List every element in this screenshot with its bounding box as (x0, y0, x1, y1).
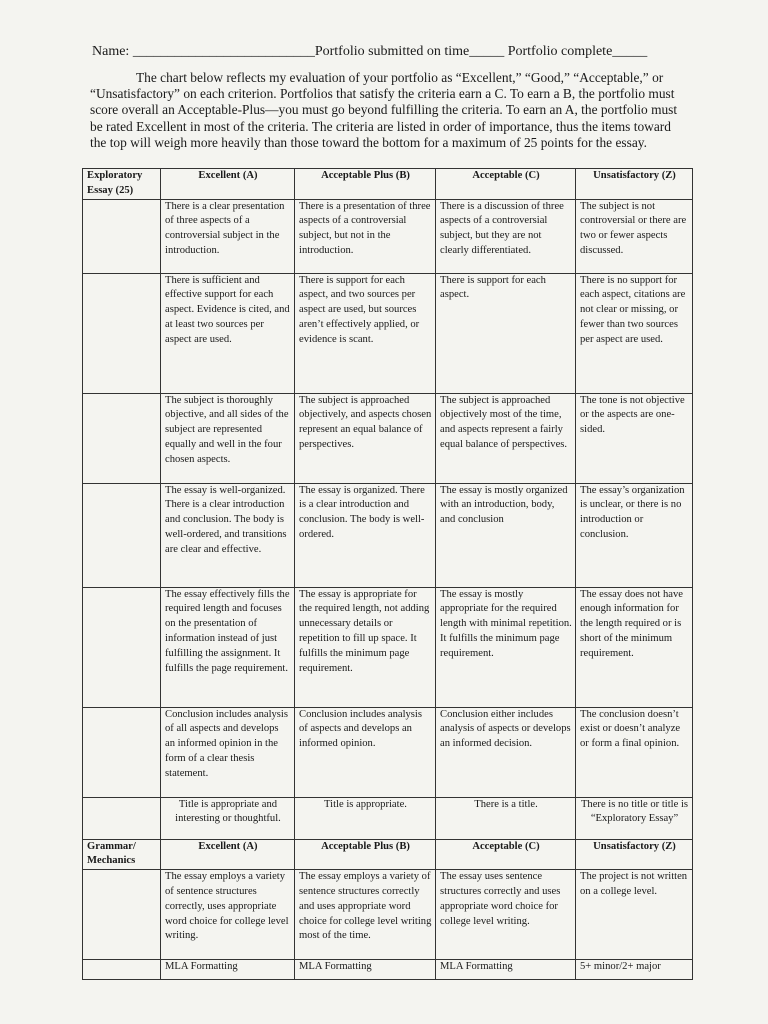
table-row (83, 587, 693, 707)
acceptable-plus-cell: There is a presentation of three aspects of a controversial subject, but not in the introduction. (295, 199, 436, 273)
criterion-cell (83, 273, 161, 393)
excellent-cell: The essay is well-organized. There is a clear introduction and conclusion. The body is well-ordered, and transitions are clear and effective. (161, 483, 295, 587)
unsatisfactory-cell: The subject is not controversial or there are two or fewer aspects discussed. (576, 199, 693, 273)
grammar-header-row (83, 839, 693, 870)
table-row (83, 870, 693, 960)
acceptable-cell: The essay uses sentence structures correctly and uses appropriate word choice for college level writing. (436, 870, 576, 960)
table-row (83, 393, 693, 483)
acceptable-plus-cell: The essay employs a variety of sentence structures correctly and uses appropriate word choice for college level writing most of the time. (295, 870, 436, 960)
mla-row (83, 960, 693, 980)
excellent-header: Excellent (A) (161, 169, 295, 200)
acceptable-cell: There is a discussion of three aspects of a controversial subject, but they are not clearly differentiated. (436, 199, 576, 273)
unsatisfactory-header: Unsatisfactory (Z) (576, 839, 693, 870)
unsatisfactory-cell: The essay’s organization is unclear, or there is no introduction or conclusion. (576, 483, 693, 587)
acceptable-cell: Conclusion either includes analysis of aspects or develops an informed decision. (436, 707, 576, 797)
criterion-cell (83, 483, 161, 587)
criterion-cell (83, 707, 161, 797)
acceptable-cell: The essay is mostly appropriate for the required length with minimal repetition. It fulfills the minimum page requirement. (436, 587, 576, 707)
acceptable-cell: There is a title. (436, 797, 576, 839)
criterion-cell (83, 393, 161, 483)
excellent-cell: MLA Formatting (161, 960, 295, 980)
acceptable-plus-cell: There is support for each aspect, and two sources per aspect are used, but sources aren’t effectively applied, or evidence is scant. (295, 273, 436, 393)
unsatisfactory-cell: There is no title or title is “Exploratory Essay” (576, 797, 693, 839)
acceptable-cell: The essay is mostly organized with an introduction, body, and conclusion (436, 483, 576, 587)
excellent-cell: The essay employs a variety of sentence structures correctly, uses appropriate word choice for college level writing. (161, 870, 295, 960)
acceptable-header: Acceptable (C) (436, 839, 576, 870)
unsatisfactory-cell: 5+ minor/2+ major (576, 960, 693, 980)
table-row (83, 199, 693, 273)
table-row (83, 483, 693, 587)
excellent-cell: The subject is thoroughly objective, and all sides of the subject are represented equally and well in the four chosen aspects. (161, 393, 295, 483)
acceptable-plus-cell: The essay is appropriate for the required length, not adding unnecessary details or repetition to fill up space. It fulfills the minimum page requirement. (295, 587, 436, 707)
unsatisfactory-cell: The essay does not have enough information for the length required or is short of the minimum requirement. (576, 587, 693, 707)
intro-text: The chart below reflects my evaluation of your portfolio as “Excellent,” “Good,” “Acceptable,” or “Unsatisfactory” on each criterion. Portfolios that satisfy the criteria earn a C. To earn a B, the portfolio must score overall an Acceptable-Plus—you must go beyond fulfilling the criteria. To earn an A, the portfolio must be rated Excellent in most of the criteria. The criteria are listed in order of importance, thus the items toward the top will weigh more heavily than those toward the bottom for a maximum of 25 points for the essay. (90, 70, 678, 150)
unsatisfactory-cell: The conclusion doesn’t exist or doesn’t analyze or form a final opinion. (576, 707, 693, 797)
excellent-cell: Title is appropriate and interesting or thoughtful. (161, 797, 295, 839)
unsatisfactory-cell: The tone is not objective or the aspects are one-sided. (576, 393, 693, 483)
acceptable-header: Acceptable (C) (436, 169, 576, 200)
unsatisfactory-cell: There is no support for each aspect, citations are not clear or missing, or fewer than two sources per aspect are used. (576, 273, 693, 393)
acceptable-plus-cell: The subject is approached objectively, and aspects chosen represent an equal balance of perspectives. (295, 393, 436, 483)
criterion-cell (83, 199, 161, 273)
excellent-header: Excellent (A) (161, 839, 295, 870)
unsatisfactory-cell: The project is not written on a college level. (576, 870, 693, 960)
intro-paragraph (90, 70, 690, 151)
name-line: Name: __________________________Portfolio submitted on time_____ Portfolio complete_____ (92, 44, 648, 59)
rubric-table (82, 168, 693, 980)
excellent-cell: Conclusion includes analysis of all aspects and develops an informed opinion in the form of a clear thesis statement. (161, 707, 295, 797)
acceptable-cell: The subject is approached objectively most of the time, and aspects represent a fairly equal balance of perspectives. (436, 393, 576, 483)
acceptable-cell: MLA Formatting (436, 960, 576, 980)
excellent-cell: The essay effectively fills the required length and focuses on the presentation of information instead of just fulfilling the assignment. It fulfills the page requirement. (161, 587, 295, 707)
acceptable-cell: There is support for each aspect. (436, 273, 576, 393)
criterion-cell (83, 960, 161, 980)
unsatisfactory-header: Unsatisfactory (Z) (576, 169, 693, 200)
criterion-cell (83, 870, 161, 960)
essay-header-row (83, 169, 693, 200)
table-row (83, 707, 693, 797)
grammar-criterion-header: Grammar/ Mechanics (83, 839, 161, 870)
acceptable-plus-cell: Title is appropriate. (295, 797, 436, 839)
title-row (83, 797, 693, 839)
table-row (83, 273, 693, 393)
acceptable-plus-header: Acceptable Plus (B) (295, 839, 436, 870)
excellent-cell: There is a clear presentation of three aspects of a controversial subject in the introduction. (161, 199, 295, 273)
excellent-cell: There is sufficient and effective support for each aspect. Evidence is cited, and at least two sources per aspect are used. (161, 273, 295, 393)
acceptable-plus-cell: MLA Formatting (295, 960, 436, 980)
criterion-cell (83, 797, 161, 839)
acceptable-plus-header: Acceptable Plus (B) (295, 169, 436, 200)
acceptable-plus-cell: Conclusion includes analysis of aspects and develops an informed opinion. (295, 707, 436, 797)
acceptable-plus-cell: The essay is organized. There is a clear introduction and conclusion. The body is well-ordered. (295, 483, 436, 587)
criterion-cell (83, 587, 161, 707)
essay-criterion-header: Exploratory Essay (25) (83, 169, 161, 200)
